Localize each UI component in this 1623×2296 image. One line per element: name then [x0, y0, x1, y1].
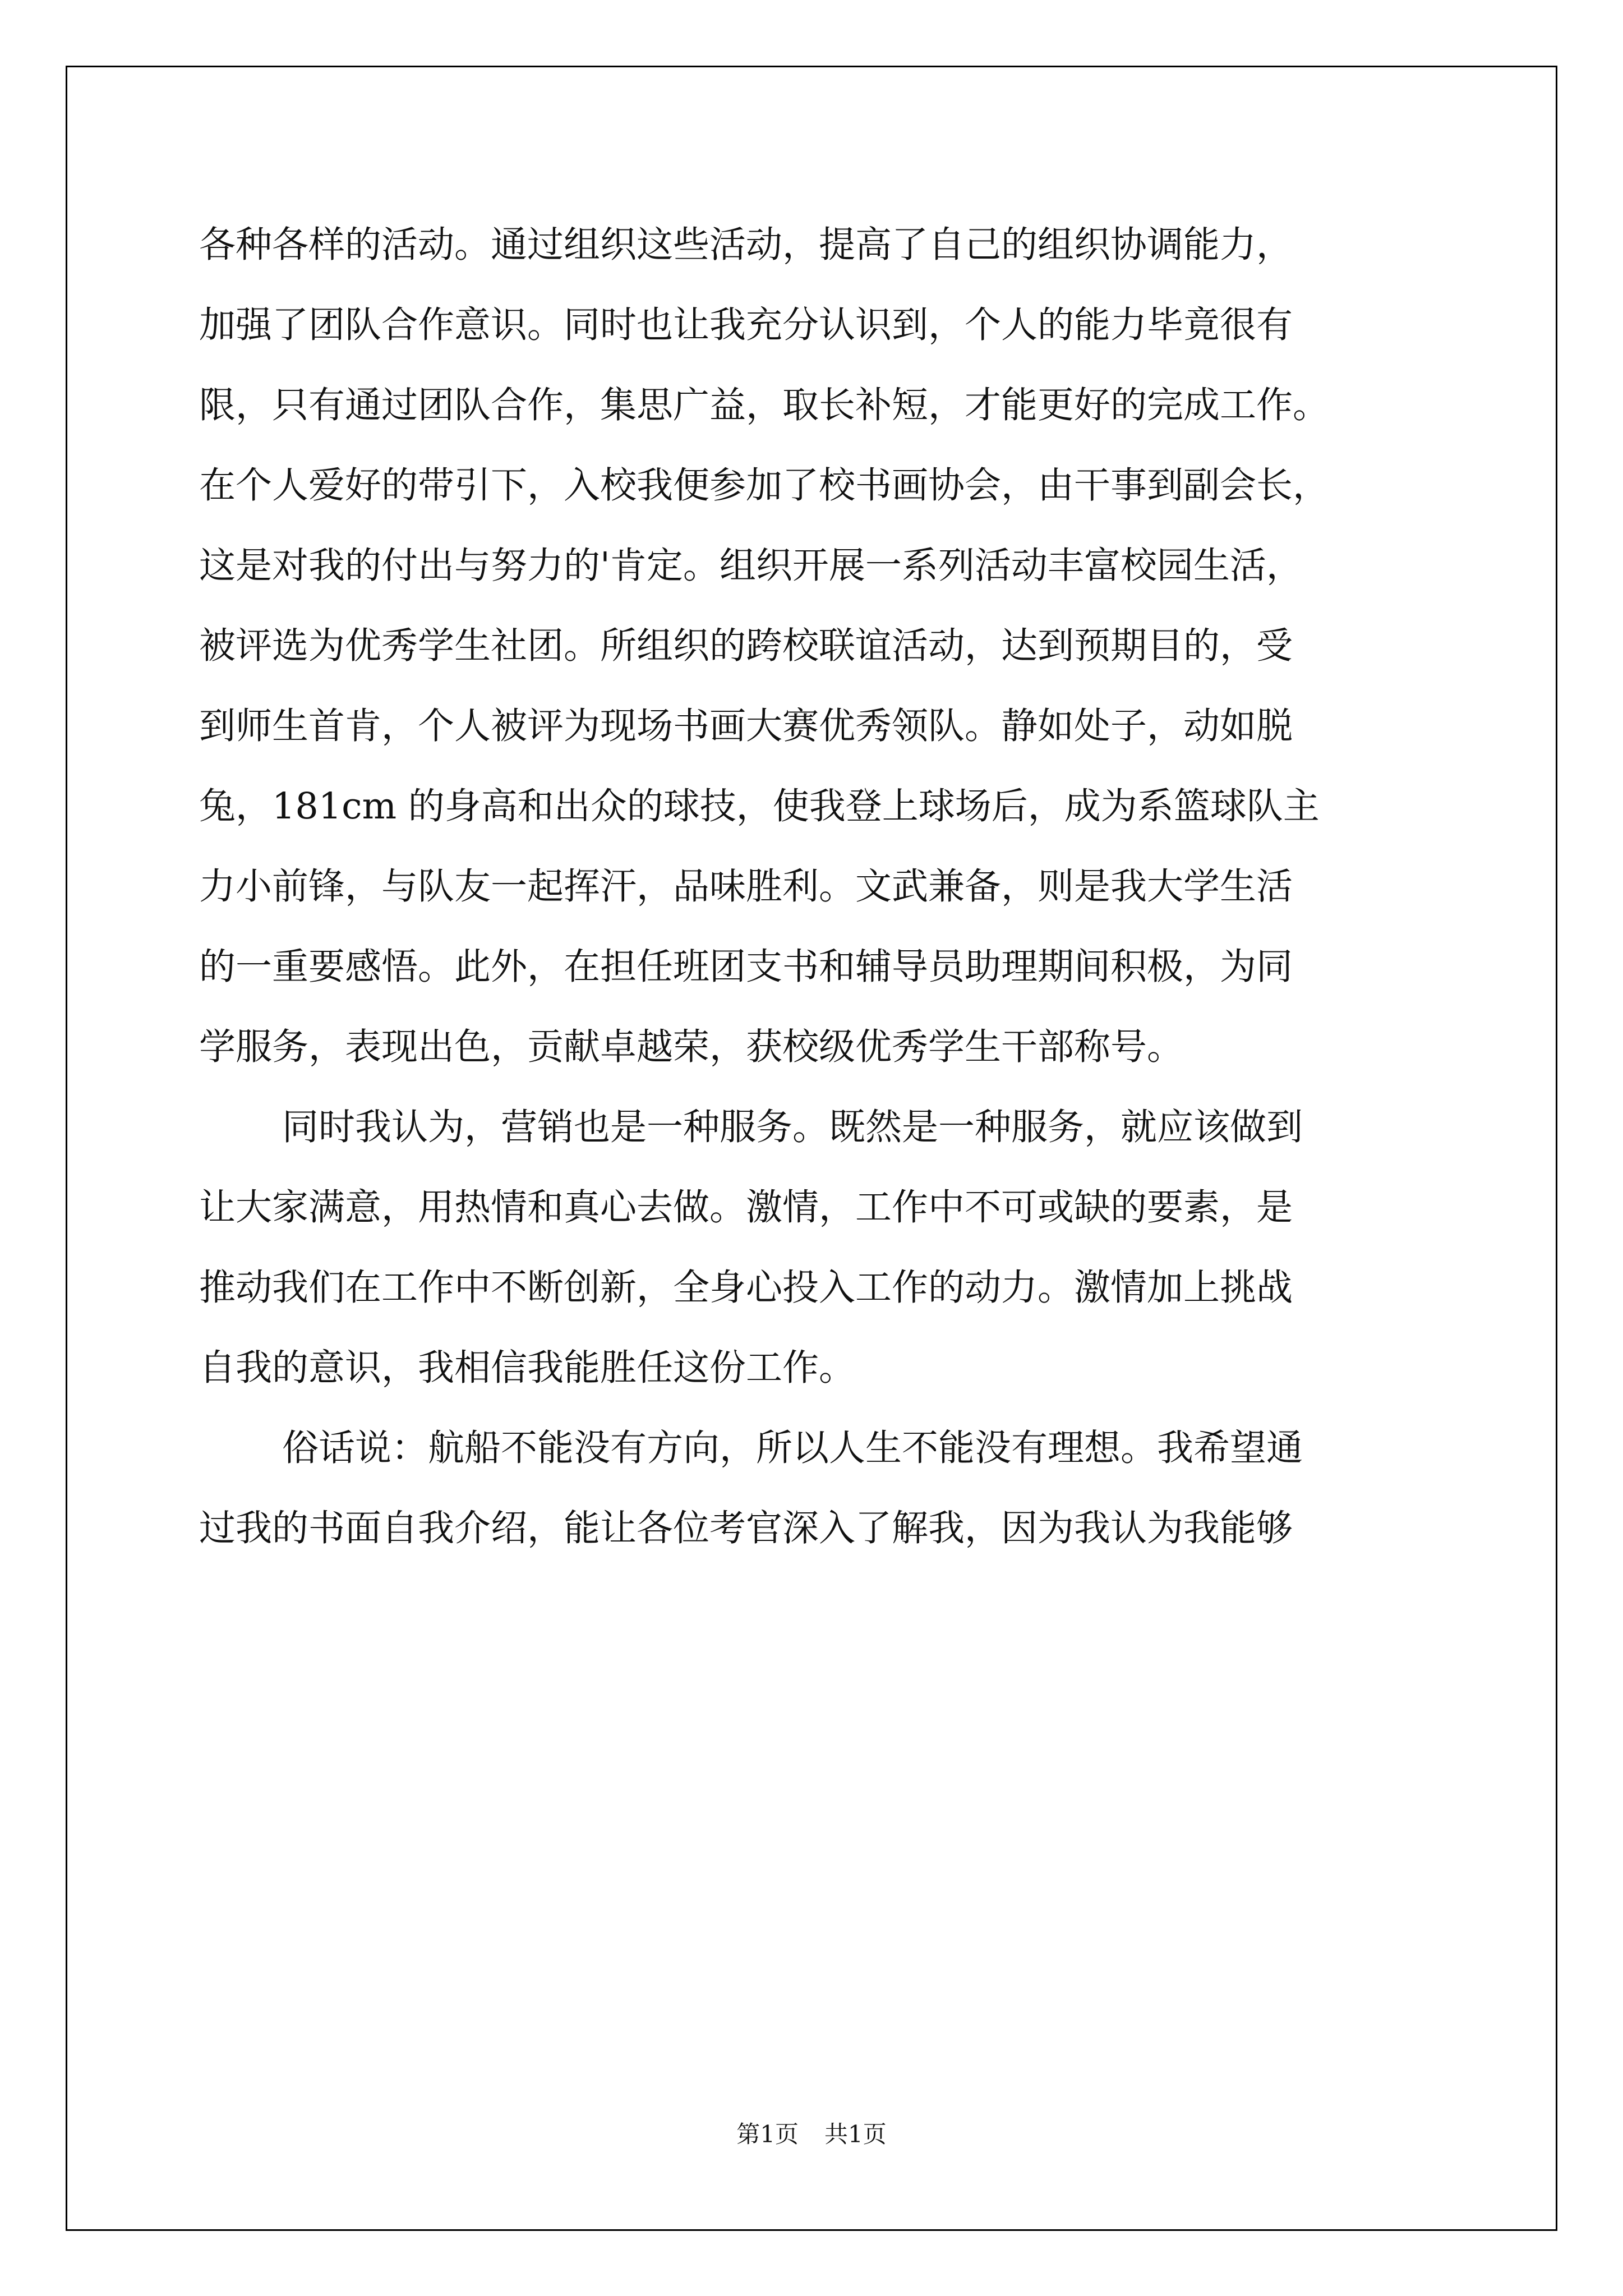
text-line: 这是对我的付出与努力的'肯定。组织开展一系列活动丰富校园生活，: [199, 545, 1303, 587]
text-line: 加强了团队合作意识。同时也让我充分认识到，个人的能力毕竟很有: [199, 304, 1293, 346]
text-line: 各种各样的活动。通过组织这些活动，提高了自己的组织协调能力，: [199, 224, 1293, 266]
page-number-label: 第1页: [736, 2120, 799, 2148]
text-line: 过我的书面自我介绍，能让各位考官深入了解我，因为我认为我能够: [199, 1507, 1293, 1549]
text-line: 推动我们在工作中不断创新，全身心投入工作的动力。激情加上挑战: [199, 1267, 1293, 1309]
text-line: 学服务，表现出色，贡献卓越荣，获校级优秀学生干部称号。: [199, 1026, 1184, 1068]
text-line: 的一重要感悟。此外，在担任班团支书和辅导员助理期间积极，为同: [199, 946, 1293, 988]
paragraph-start-line: 俗话说：航船不能没有方向，所以人生不能没有理想。我希望通: [282, 1427, 1303, 1469]
paragraph-start-line: 同时我认为，营销也是一种服务。既然是一种服务，就应该做到: [282, 1106, 1303, 1148]
text-line: 到师生首肯，个人被评为现场书画大赛优秀领队。静如处子，动如脱: [199, 705, 1293, 747]
text-line: 被评选为优秀学生社团。所组织的跨校联谊活动，达到预期目的，受: [199, 625, 1293, 667]
text-line: 力小前锋，与队友一起挥汗，品味胜利。文武兼备，则是我大学生活: [199, 866, 1293, 908]
page-total-label: 共1页: [824, 2120, 887, 2148]
text-line: 在个人爱好的带引下，入校我便参加了校书画协会，由干事到副会长，: [199, 464, 1330, 507]
text-line: 限，只有通过团队合作，集思广益，取长补短，才能更好的完成工作。: [199, 384, 1330, 426]
text-line: 兔，181cm 的身高和出众的球技，使我登上球场后，成为系篮球队主: [199, 785, 1320, 827]
document-body: [199, 205, 1433, 1568]
text-line: 自我的意识，我相信我能胜任这份工作。: [199, 1347, 856, 1389]
text-line: 让大家满意，用热情和真心去做。激情，工作中不可或缺的要素，是: [199, 1186, 1293, 1228]
page-footer: [0, 2118, 1623, 2151]
